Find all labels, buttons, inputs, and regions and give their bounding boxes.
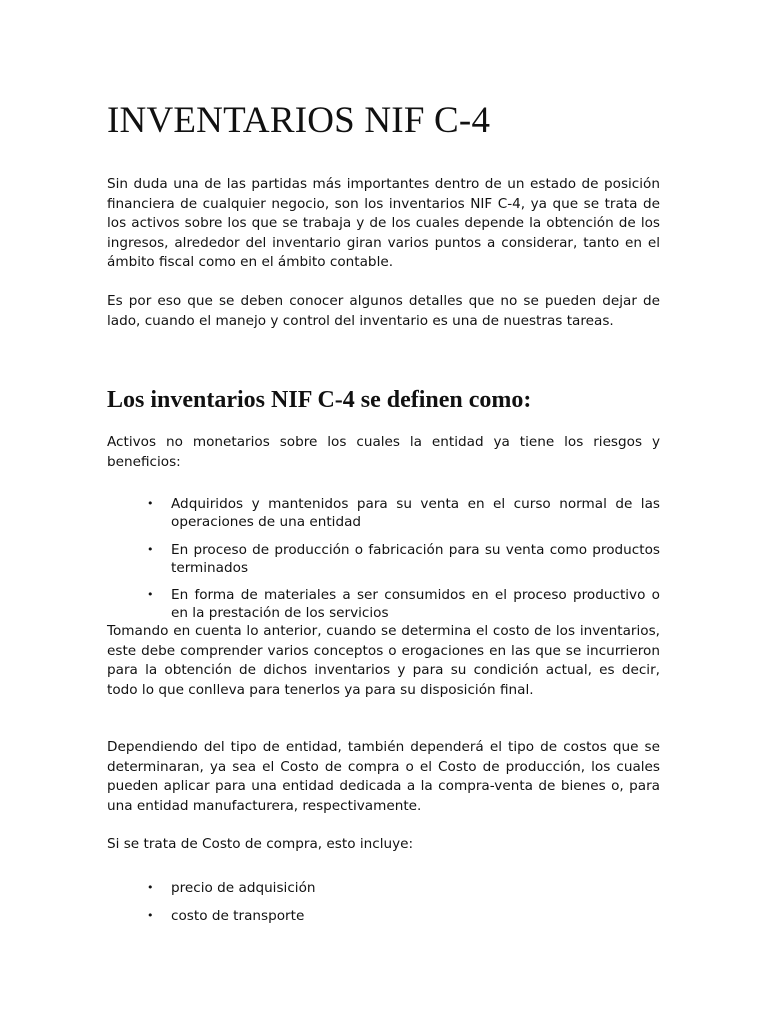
bullet-icon: • bbox=[147, 909, 154, 922]
definition-paragraph: Activos no monetarios sobre los cuales la entidad ya tiene los riesgos y beneficios: bbox=[107, 434, 660, 470]
document-title: INVENTARIOS NIF C-4 bbox=[107, 100, 491, 141]
purchase-cost-intro: Si se trata de Costo de compra, esto incluye: bbox=[107, 836, 414, 852]
cost-paragraph-2: Dependiendo del tipo de entidad, también dependerá el tipo de costos que se determinaran, ya sea el Costo de compra o el Costo de producción, los cuales pueden aplicar para una entidad dedicada a la compra-venta de bienes o, para una entidad manufacturera, respectivamente. bbox=[107, 739, 660, 814]
list-item bbox=[147, 495, 660, 531]
list-item bbox=[147, 541, 660, 577]
list-item-text: Adquiridos y mantenidos para su venta en el curso normal de las operaciones de una entidad bbox=[171, 496, 660, 530]
intro-paragraph-1: Sin duda una de las partidas más importantes dentro de un estado de posición financiera de cualquier negocio, son los inventarios NIF C-4, ya que se trata de los activos sobre los que se trabaja y de los cuales depende la obtención de los ingresos, alrededor del inventario giran varios puntos a considerar, tanto en el ámbito fiscal como en el ámbito contable. bbox=[107, 176, 660, 270]
bullet-icon: • bbox=[147, 588, 154, 601]
list-item-text: En forma de materiales a ser consumidos en el proceso productivo o en la prestación de los servicios bbox=[171, 587, 660, 621]
list-item bbox=[147, 586, 660, 622]
intro-paragraph-2: Es por eso que se deben conocer algunos detalles que no se pueden dejar de lado, cuando el manejo y control del inventario es una de nuestras tareas. bbox=[107, 293, 660, 329]
list-item bbox=[147, 879, 660, 897]
bullet-icon: • bbox=[147, 497, 154, 510]
section-heading: Los inventarios NIF C-4 se definen como: bbox=[107, 387, 532, 413]
list-item-text: precio de adquisición bbox=[171, 880, 316, 896]
bullet-icon: • bbox=[147, 881, 154, 894]
bullet-icon: • bbox=[147, 543, 154, 556]
list-item-text: costo de transporte bbox=[171, 908, 305, 924]
cost-paragraph-1: Tomando en cuenta lo anterior, cuando se determina el costo de los inventarios, este debe comprender varios conceptos o erogaciones en las que se incurrieron para la obtención de dichos inventarios y para su condición actual, es decir, todo lo que conlleva para tenerlos ya para su disposición final. bbox=[107, 623, 660, 698]
list-item bbox=[147, 907, 660, 925]
list-item-text: En proceso de producción o fabricación para su venta como productos terminados bbox=[171, 542, 660, 576]
